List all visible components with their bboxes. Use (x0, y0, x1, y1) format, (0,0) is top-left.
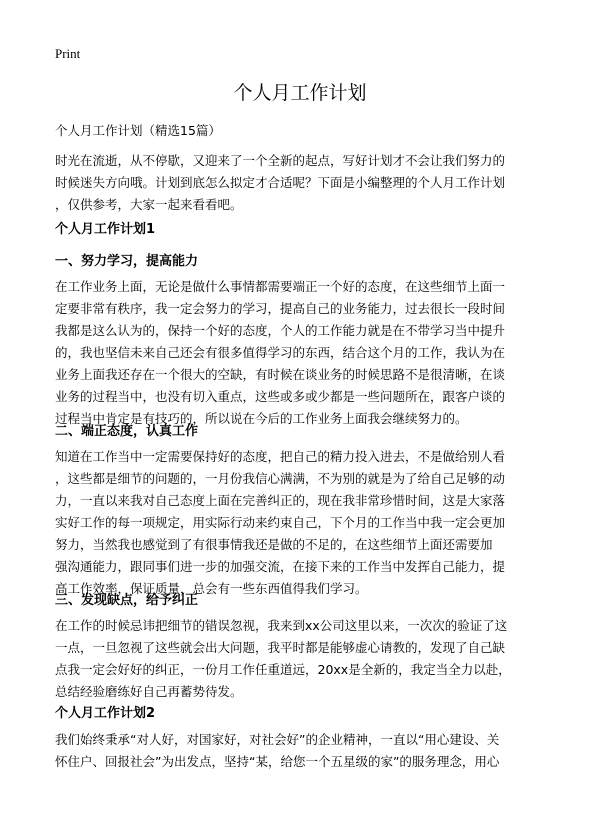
section-2-paragraph (55, 446, 551, 600)
print-link[interactable]: Print (55, 46, 81, 61)
paragraph-line: 我们始终秉承“对人好，对国家好，对社会好”的企业精神，一直以“用心建设、关 (55, 732, 500, 747)
paragraph-line: 定要非常有秩序，我一定会努力的学习，提高自己的业务能力，过去很长一段时间 (55, 301, 506, 316)
paragraph-line: 点我一定会好好的纠正，一份月工作任重道远，20xx是全新的，我定当全力以赴， (55, 662, 511, 677)
paragraph-line: 在工作的时候忌讳把细节的错误忽视，我来到xx公司这里以来，一次次的验证了这 (55, 618, 508, 633)
paragraph-line: 业务上面我还存在一个很大的空缺，有时候在谈业务的时候思路不是很清晰，在谈 (55, 367, 506, 382)
paragraph-line: 业务的过程当中，也没有切入重点，这些或多或少都是一些问题所在，跟客户谈的 (55, 389, 506, 404)
page-title: 个人月工作计划 (233, 82, 367, 104)
paragraph-line: ，这些都是细节的问题的，一月份我信心满满，不为别的就是为了给自己足够的动 (55, 471, 506, 486)
paragraph-line: 高工作效率，保证质量，总会有一些东西值得我们学习。 (55, 581, 368, 596)
paragraph-line: 的，我也坚信未来自己还会有很多值得学习的东西，结合这个月的工作，我认为在 (55, 345, 506, 360)
paragraph-line: 努力，当然我也感觉到了有很事情我还是做的不足的，在这些细节上面还需要加 (55, 537, 493, 552)
paragraph-line: 知道在工作当中一定需要保持好的态度，把自己的精力投入进去，不是做给别人看 (55, 449, 506, 464)
intro-paragraph (55, 150, 551, 216)
paragraph-line: 总结经验磨练好自己再蓄势待发。 (55, 684, 243, 699)
plan2-paragraph (55, 729, 551, 773)
paragraph-line: 力，一直以来我对自己态度上面在完善纠正的，现在我非常珍惜时间，这是大家落 (55, 493, 506, 508)
document-subtitle: 个人月工作计划（精选15篇） (55, 123, 221, 138)
paragraph-line: ，仅供参考，大家一起来看看吧。 (55, 197, 243, 212)
paragraph-line: 实好工作的每一项规定，用实际行动来约束自己，下个月的工作当中我一定会更加 (55, 515, 506, 530)
paragraph-line: 强沟通能力，跟同事们进一步的加强交流，在接下来的工作当中发挥自己能力，提 (55, 559, 506, 574)
plan1-heading: 个人月工作计划1 (55, 222, 156, 237)
plan2-heading: 个人月工作计划2 (55, 706, 156, 721)
paragraph-line: 怀住户、回报社会”为出发点，坚持“某，给您一个五星级的家”的服务理念，用心 (55, 754, 500, 769)
paragraph-line: 一点，一旦忽视了这些就会出大问题，我平时都是能够虚心请教的，发现了自己缺 (55, 640, 506, 655)
section-heading-2: 二、端正态度，认真工作 (55, 424, 199, 439)
section-1-paragraph (55, 276, 551, 430)
paragraph-line: 过程当中肯定是有技巧的，所以说在今后的工作业务上面我会继续努力的。 (55, 411, 468, 426)
paragraph-line: 时候迷失方向哦。计划到底怎么拟定才合适呢？下面是小编整理的个人月工作计划 (55, 175, 506, 190)
section-heading-1: 一、努力学习，提高能力 (55, 254, 199, 269)
paragraph-line: 在工作业务上面，无论是做什么事情都需要端正一个好的态度，在这些细节上面一 (55, 279, 506, 294)
section-3-paragraph (55, 615, 551, 703)
paragraph-line: 我都是这么认为的，保持一个好的态度，个人的工作能力就是在不带学习当中提升 (55, 323, 506, 338)
paragraph-line: 时光在流逝，从不停歇，又迎来了一个全新的起点，写好计划才不会让我们努力的 (55, 153, 506, 168)
section-heading-3: 三、发现缺点，给予纠正 (55, 593, 199, 608)
